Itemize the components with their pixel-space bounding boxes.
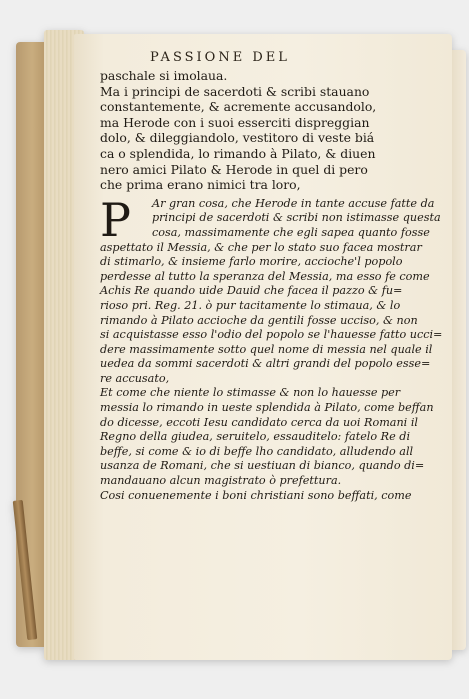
text-line: aspettato il Messia, & che per lo stato suo facea mostrar (100, 240, 422, 254)
text-line: uedea da sommi sacerdoti & altri grandi del popolo esse= (100, 357, 431, 371)
text-line: re accusato, (100, 371, 170, 385)
text-line: di stimarlo, & insieme farlo morire, accioche'l popolo (100, 255, 403, 269)
text-line: dere massimamente sotto quel nome di messia nel quale il (100, 342, 433, 356)
text-line: messia lo rimando in ueste splendida à Pilato, come beffan (100, 401, 434, 415)
text-line: beffe, si come & io di beffe lho candidato, alludendo all (100, 444, 414, 458)
text-line: Achis Re quando uide Dauid che facea il pazzo & fu= (100, 284, 403, 298)
text-line: rimando à Pilato accioche da gentili fosse ucciso, & non (100, 313, 418, 327)
text-line: dolo, & dileggiandolo, vestitoro di veste biá (100, 130, 375, 146)
text-block (100, 68, 443, 503)
text-line: principi de sacerdoti & scribi non istimasse questa (152, 211, 441, 225)
roman-text (100, 68, 440, 193)
text-line: Ma i principi de sacerdoti & scribi stauano (100, 83, 370, 99)
text-line: Et come che niente lo stimasse & non lo hauesse per (100, 386, 401, 400)
text-line: cosa, massimamente che egli sapea quanto fosse (152, 225, 430, 239)
text-line: ma Herode con i suoi esserciti dispreggian (100, 114, 370, 130)
text-line: che prima erano nimici tra loro, (100, 177, 301, 193)
text-line: mandauano alcun magistrato ò prefettura. (100, 474, 342, 488)
text-line: usanza de Romani, che si uestiuan di bianco, quando di= (100, 459, 425, 473)
text-line: perdesse al tutto la speranza del Messia, ma esso fe come (100, 269, 430, 283)
facing-page-edge (452, 50, 466, 650)
text-line: si acquistasse esso l'odio del popolo se l'hauesse fatto ucci= (100, 328, 443, 342)
text-line: nero amici Pilato & Herode in quel di pero (100, 161, 368, 177)
text-line: rioso pri. Reg. 21. ò pur tacitamente lo stimaua, & lo (100, 298, 401, 312)
text-line: Regno della giudea, seruitelo, essauditelo: fatelo Re di (100, 430, 411, 444)
italic-commentary (100, 192, 443, 503)
drop-cap: P (100, 192, 131, 247)
text-line: Ar gran cosa, che Herode in tante accuse fatte da (152, 196, 435, 210)
text-line: paschale si imolaua. (100, 68, 228, 83)
text-line: constantemente, & acremente accusandolo, (100, 99, 377, 115)
text-line: do dicesse, eccoti Iesu candidato cerca da uoi Romani il (100, 415, 418, 429)
text-line: ca o splendida, lo rimando à Pilato, & diuen (100, 145, 376, 161)
text-line: Cosi conuenemente i boni christiani sono beffati, come (100, 488, 412, 502)
running-head: PASSIONE DEL (150, 50, 290, 65)
